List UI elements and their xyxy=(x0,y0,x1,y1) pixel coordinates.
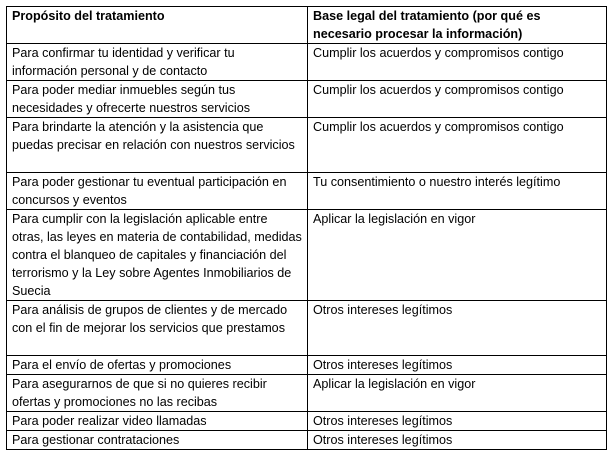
purpose-cell: Para el envío de ofertas y promociones xyxy=(7,356,308,375)
purpose-cell: Para cumplir con la legislación aplicable entre otras, las leyes en materia de contabilidad, medidas contra el blanqueo de capitales y financiación del terrorismo y la Ley sobre Agentes Inmobiliarios de Suecia xyxy=(7,210,308,301)
table-row xyxy=(7,431,607,450)
table-row xyxy=(7,301,607,356)
purpose-cell: Para análisis de grupos de clientes y de mercado con el fin de mejorar los servicios que prestamos xyxy=(7,301,308,356)
legal-basis-cell: Cumplir los acuerdos y compromisos contigo xyxy=(308,44,607,81)
purpose-cell: Para poder gestionar tu eventual participación en concursos y eventos xyxy=(7,173,308,210)
table-row xyxy=(7,81,607,118)
table-row xyxy=(7,173,607,210)
purpose-cell: Para poder realizar video llamadas xyxy=(7,412,308,431)
legal-basis-cell: Otros intereses legítimos xyxy=(308,431,607,450)
purpose-cell: Para gestionar contrataciones xyxy=(7,431,308,450)
legal-basis-cell: Otros intereses legítimos xyxy=(308,356,607,375)
table-header-row xyxy=(7,7,607,44)
table-row xyxy=(7,375,607,412)
legal-basis-cell: Otros intereses legítimos xyxy=(308,412,607,431)
purpose-cell: Para brindarte la atención y la asistencia que puedas precisar en relación con nuestros servicios xyxy=(7,118,308,173)
legal-basis-cell: Aplicar la legislación en vigor xyxy=(308,375,607,412)
table-row xyxy=(7,118,607,173)
header-purpose: Propósito del tratamiento xyxy=(7,7,308,44)
table-row xyxy=(7,210,607,301)
legal-basis-cell: Tu consentimiento o nuestro interés legítimo xyxy=(308,173,607,210)
header-legal-basis: Base legal del tratamiento (por qué es necesario procesar la información) xyxy=(308,7,607,44)
legal-basis-cell: Cumplir los acuerdos y compromisos contigo xyxy=(308,118,607,173)
purpose-cell: Para poder mediar inmuebles según tus necesidades y ofrecerte nuestros servicios xyxy=(7,81,308,118)
legal-basis-cell: Cumplir los acuerdos y compromisos contigo xyxy=(308,81,607,118)
legal-basis-cell: Otros intereses legítimos xyxy=(308,301,607,356)
table-row xyxy=(7,356,607,375)
legal-basis-cell: Aplicar la legislación en vigor xyxy=(308,210,607,301)
purpose-cell: Para asegurarnos de que si no quieres recibir ofertas y promociones no las recibas xyxy=(7,375,308,412)
table-row xyxy=(7,412,607,431)
table-row xyxy=(7,44,607,81)
legal-basis-table xyxy=(6,6,607,450)
purpose-cell: Para confirmar tu identidad y verificar tu información personal y de contacto xyxy=(7,44,308,81)
